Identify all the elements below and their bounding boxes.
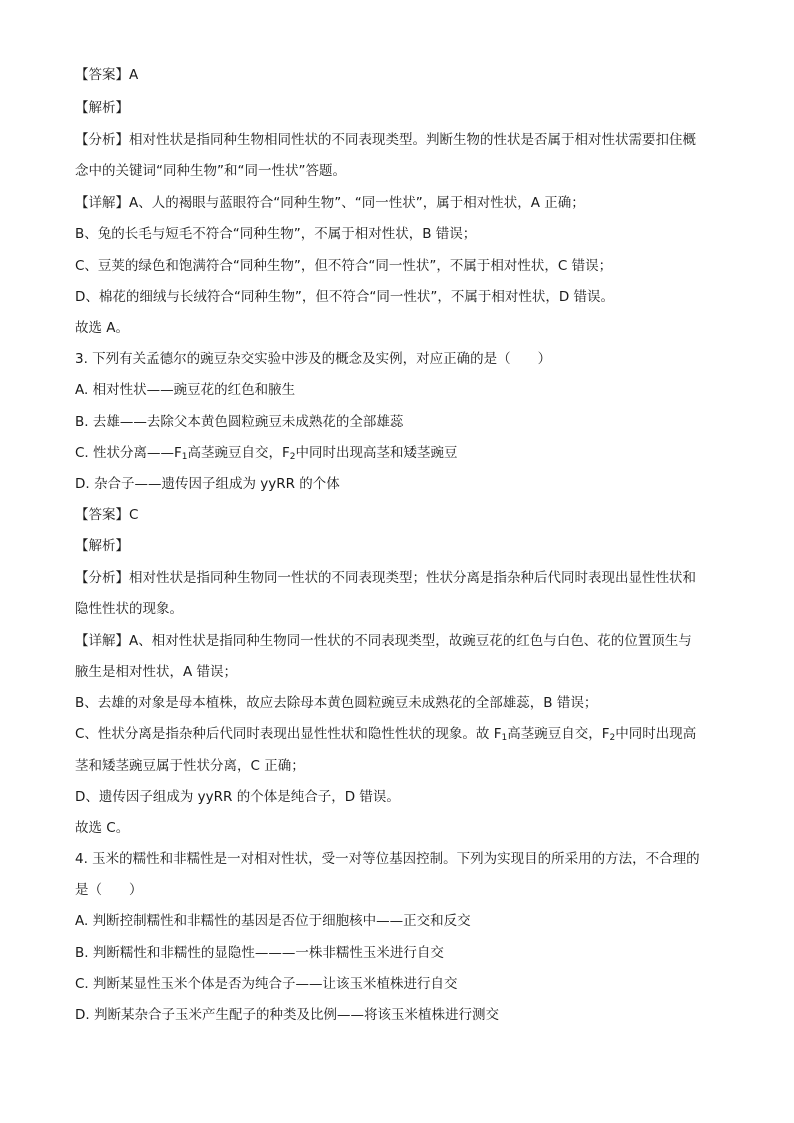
q3-option-c-sub2: 2: [289, 452, 296, 462]
q2-detail-a: 【详解】A、人的褐眼与蓝眼符合“同种生物”、“同一性状”，属于相对性状，A 正确；: [75, 195, 585, 211]
q3-detail-c-line-2: 茎和矮茎豌豆属于性状分离，C 正确；: [75, 758, 305, 774]
q3-option-b: B. 去雄——去除父本黄色圆粒豌豆未成熟花的全部雄蕊: [75, 414, 404, 430]
q2-detail-c: C、豆荚的绿色和饱满符合“同种生物”，但不符合“同一性状”，不属于相对性状，C 错误；: [75, 258, 613, 274]
q2-detail-d: D、棉花的细绒与长绒符合“同种生物”，但不符合“同一性状”，不属于相对性状，D 错误。: [75, 289, 615, 305]
q3-detail-d: D、遗传因子组成为 yyRR 的个体是纯合子，D 错误。: [75, 789, 400, 805]
q4-option-c: C. 判断某显性玉米个体是否为纯合子——让该玉米植株进行自交: [75, 976, 458, 992]
q3-conclusion: 故选 C。: [75, 820, 130, 836]
q4-option-b: B. 判断糯性和非糯性的显隐性———一株非糯性玉米进行自交: [75, 945, 444, 961]
q3-option-c-part2: 高茎豌豆自交，F: [187, 445, 290, 461]
q3-detail-b: B、去雄的对象是母本植株，故应去除母本黄色圆粒豌豆未成熟花的全部雄蕊，B 错误；: [75, 695, 598, 711]
q4-stem-line-2: 是（ ）: [75, 882, 143, 898]
q3-option-c: [75, 444, 458, 466]
q3-answer: 【答案】C: [75, 507, 139, 523]
q3-analysis-line-1: 【分析】相对性状是指同种生物同一性状的不同表现类型；性状分离是指杂种后代同时表现出显性性状和: [75, 570, 696, 586]
q2-detail-b: B、兔的长毛与短毛不符合“同种生物”，不属于相对性状，B 错误；: [75, 226, 477, 242]
q3-detail-a-line-2: 腋生是相对性状，A 错误；: [75, 664, 238, 680]
q3-stem: 3. 下列有关孟德尔的豌豆杂交实验中涉及的概念及实例，对应正确的是（ ）: [75, 351, 552, 367]
q3-option-c-part3: 中同时出现高茎和矮茎豌豆: [295, 445, 458, 461]
q3-option-c-sub1: 1: [181, 452, 188, 462]
q2-analysis-line-2: 念中的关键词“同种生物”和“同一性状”答题。: [75, 163, 346, 179]
q3-option-a: A. 相对性状——豌豆花的红色和腋生: [75, 382, 296, 398]
q3-analysis-line-2: 隐性性状的现象。: [75, 601, 183, 617]
q3-option-c-part1: C. 性状分离——F: [75, 445, 182, 461]
q3-detail-c-sub1: 1: [501, 733, 508, 743]
q4-stem-line-1: 4. 玉米的糯性和非糯性是一对相对性状，受一对等位基因控制。下列为实现目的所采用的方法，不合理的: [75, 851, 700, 867]
q4-option-a: A. 判断控制糯性和非糯性的基因是否位于细胞核中——正交和反交: [75, 913, 471, 929]
q2-analysis-line-1: 【分析】相对性状是指同种生物相同性状的不同表现类型。判断生物的性状是否属于相对性状需要扣住概: [75, 132, 696, 148]
q2-conclusion: 故选 A。: [75, 320, 130, 336]
q2-answer: 【答案】A: [75, 67, 139, 83]
q3-detail-c-part1: C、性状分离是指杂种后代同时表现出显性性状和隐性性状的现象。故 F: [75, 726, 502, 742]
q3-detail-a-line-1: 【详解】A、相对性状是指同种生物同一性状的不同表现类型，故豌豆花的红色与白色、花的位置顶生与: [75, 633, 692, 649]
q3-detail-c-line-1: [75, 725, 696, 747]
q2-analysis-heading: 【解析】: [75, 100, 129, 116]
q3-analysis-heading: 【解析】: [75, 538, 129, 554]
q4-option-d: D. 判断某杂合子玉米产生配子的种类及比例——将该玉米植株进行测交: [75, 1007, 499, 1023]
q3-detail-c-part2: 高茎豌豆自交，F: [507, 726, 610, 742]
q3-detail-c-sub2: 2: [609, 733, 616, 743]
q3-detail-c-part3: 中同时出现高: [615, 726, 697, 742]
q3-option-d: D. 杂合子——遗传因子组成为 yyRR 的个体: [75, 476, 340, 492]
